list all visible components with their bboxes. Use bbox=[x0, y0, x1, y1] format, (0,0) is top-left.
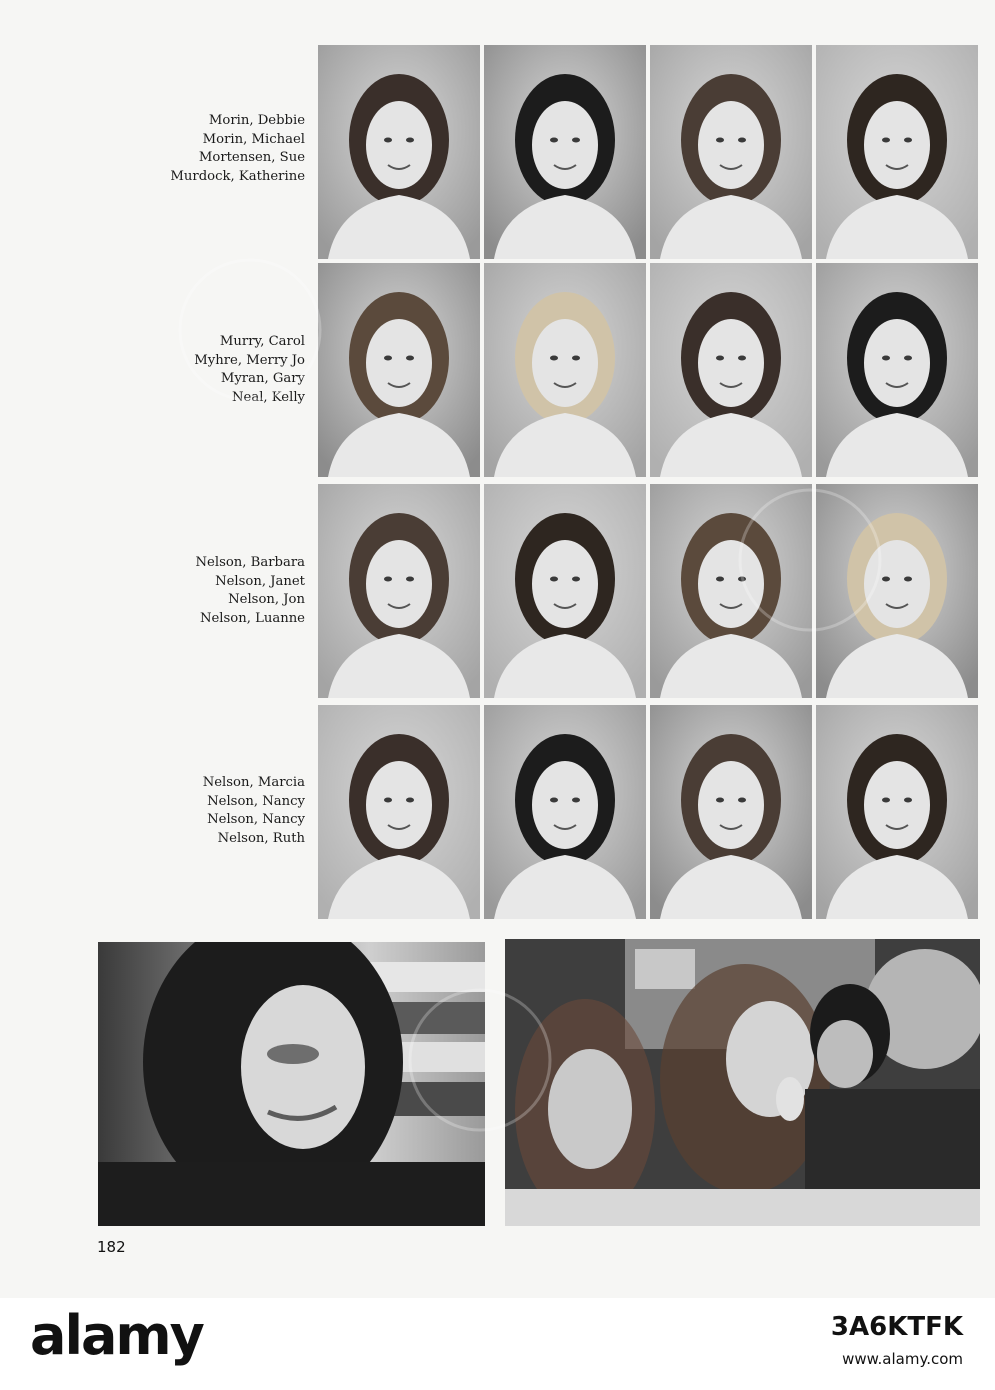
student-name: Nelson, Marcia bbox=[202, 775, 305, 790]
candid-photo-left bbox=[98, 942, 485, 1226]
student-name: Nelson, Nancy bbox=[207, 812, 305, 828]
name-list-row-4 bbox=[203, 774, 305, 849]
student-name: Nelson, Nancy bbox=[207, 793, 305, 809]
candid-photo-right bbox=[505, 939, 980, 1226]
name-list-row-3 bbox=[196, 554, 305, 629]
student-name: Myran, Gary bbox=[220, 371, 305, 387]
student-name: Morin, Michael bbox=[202, 131, 305, 147]
student-portrait bbox=[484, 705, 646, 919]
student-portrait bbox=[650, 263, 812, 477]
student-name: Neal, Kelly bbox=[232, 390, 305, 406]
student-portrait bbox=[650, 705, 812, 919]
student-name: Nelson, Luanne bbox=[199, 611, 305, 627]
stock-watermark-bar bbox=[0, 1298, 995, 1390]
student-portrait bbox=[650, 45, 812, 259]
alamy-logo: alamy bbox=[30, 1304, 203, 1367]
student-portrait bbox=[484, 45, 646, 259]
image-id: 3A6KTFK bbox=[830, 1312, 963, 1342]
student-portrait bbox=[816, 263, 978, 477]
student-name: Nelson, Jon bbox=[228, 592, 305, 608]
student-portrait bbox=[318, 263, 480, 477]
student-portrait bbox=[318, 705, 480, 919]
student-name: Nelson, Janet bbox=[215, 573, 305, 589]
student-portrait bbox=[816, 484, 978, 698]
student-name: Morin, Debbie bbox=[208, 113, 305, 128]
student-name: Myhre, Merry Jo bbox=[194, 352, 305, 368]
page-number: 182 bbox=[97, 1238, 126, 1256]
student-name: Mortensen, Sue bbox=[198, 150, 305, 166]
student-name: Nelson, Ruth bbox=[217, 831, 305, 847]
student-portrait bbox=[816, 45, 978, 259]
student-portrait bbox=[484, 263, 646, 477]
student-name: Nelson, Barbara bbox=[195, 555, 305, 570]
student-portrait bbox=[650, 484, 812, 698]
stock-url: www.alamy.com bbox=[842, 1350, 963, 1368]
student-name: Murdock, Katherine bbox=[170, 169, 305, 185]
name-list-row-2 bbox=[194, 333, 305, 408]
name-list-row-1 bbox=[170, 112, 305, 187]
student-portrait bbox=[318, 45, 480, 259]
student-portrait bbox=[484, 484, 646, 698]
student-name: Murry, Carol bbox=[219, 334, 305, 349]
student-portrait bbox=[318, 484, 480, 698]
student-portrait bbox=[816, 705, 978, 919]
